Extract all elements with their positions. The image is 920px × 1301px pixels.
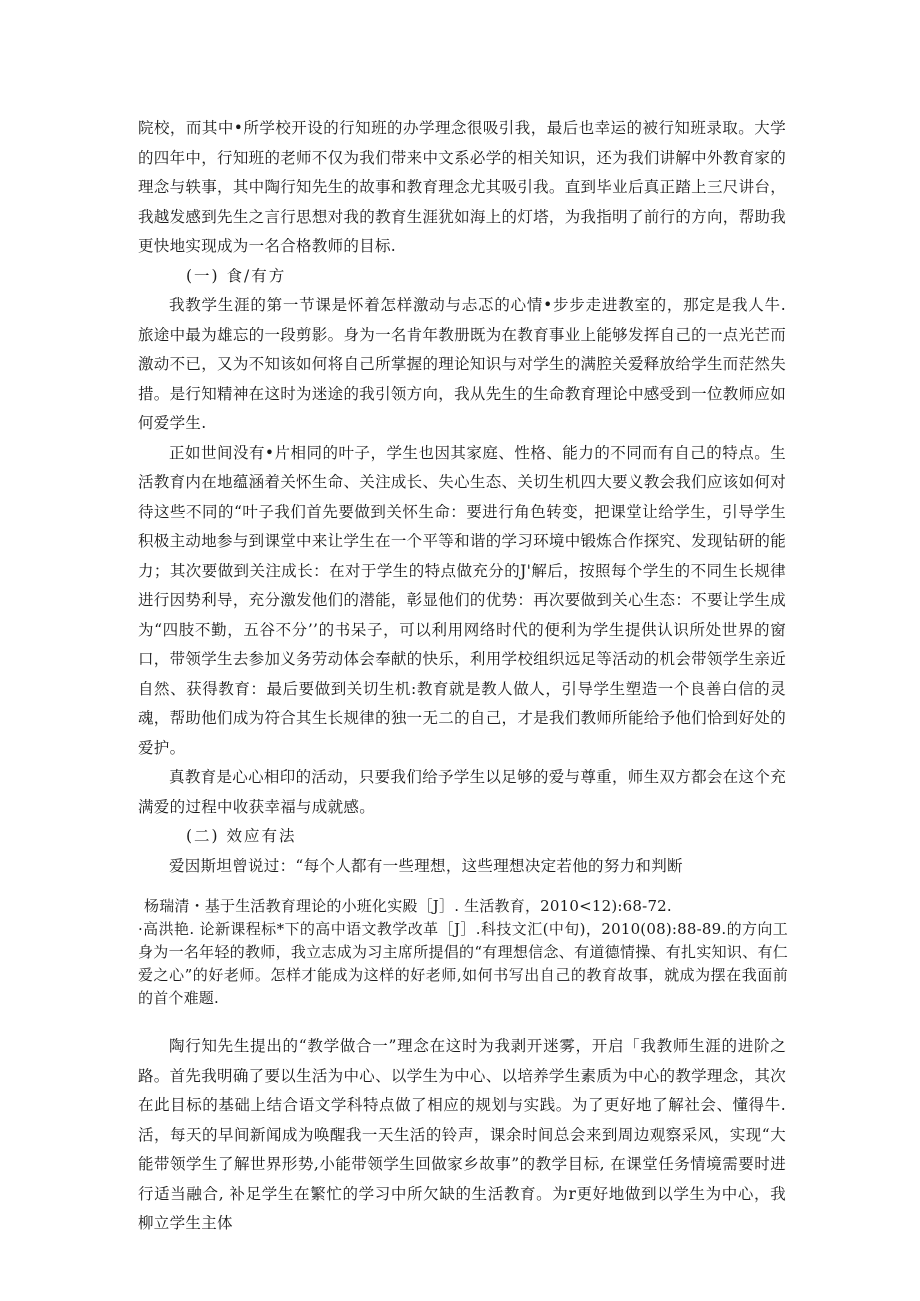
paragraph-5: 陶行知先生提出的“教学做合一”理念在这时为我剥开迷雾，开启「我教师生涯的进阶之路。首先我明确了要以生活为中心、以学生为中心、以培养学生素质为中心的教学理念，其次在此目标的基础上结合语文学科特点做了相应的规划与实践。为了更好地了解社会、懂得牛. 活，每天的早间新闻成为唤醒我一天生活的铃声，课余时间总会来到周边观察采风，实现“大能带领学生了解世界形势,小能带领学生回做家乡故事”的教学目标, 在课堂任务情境需要时进行适当融合, 补足学生在繁忙的学习中所欠缺的生活教育。为r更好地做到以学生为中心，我柳立学生主体 bbox=[138, 1037, 786, 1232]
section-heading-2: (二) 效应有法 bbox=[186, 827, 297, 845]
paragraph-2: 正如世间没有•片相同的叶子，学生也因其家庭、性格、能力的不同而有自己的特点。生活教育内在地蕴涵着关怀生命、关注成长、失心生态、关切生机四大要义教会我们应该如何对待这些不同的“叶子我们首先要做到关怀生命：要进行角色转变，把课堂让给学生，引导学生积极主动地参与到课堂中来让学生在一个平等和谐的学习环境中锻炼合作探究、发现钻研的能力；其次要做到关注成长：在对于学生的特点做充分的J'解后，按照每个学生的不同生长规律进行因势利导，充分激发他们的潜能，彰显他们的优势：再次要做到关心生态：不要让学生成为“四肢不勤，五谷不分’’的书呆子，可以利用网络时代的便利为学生提供认识所处世界的窗口，带领学生去参加义务劳动体会奉献的快乐，利用学校组织远足等活动的机会带领学生亲近自然、获得教育：最后要做到关切生机:教育就是教人做人，引导学生塑造一个良善白信的灵魂，帮助他们成为符合其生长规律的独一无二的自己，才是我们教师所能给予他们恰到好处的爱护。 bbox=[138, 443, 786, 757]
paragraph-3: 真教育是心心相印的活动，只要我们给予学生以足够的爱与尊重，师生双方都会在这个充满爱的过程中收获幸福与成就感。 bbox=[138, 768, 786, 816]
reference-1: 杨瑞清・基于生活教育理论的小班化实殿［J］. 生活教育，2010<12):68-72. bbox=[144, 897, 672, 915]
upper-body-text bbox=[138, 114, 786, 881]
paragraph-4: 爱因斯坦曾说过：“每个人都有一些理想，这些理想决定若他的努力和判断 bbox=[169, 856, 683, 875]
reference-2-with-continuation: ·高洪艳. 论新课程标*下的高中语文教学改革［J］.科技文汇(中旬)，2010(08):88-89.的方向工身为一名年轻的教师，我立志成为习主席所提倡的“有理想信念、有道德情操、有扎实知识、有仁爱之心”的好老师。怎样才能成为这样的好老师,如何书写出自己的教育故事，就成为摆在我面前的首个难题. bbox=[138, 920, 788, 1007]
paragraph-1: 我教学生涯的第一节课是怀着怎样激动与忐忑的心情•步步走进教室的，那定是我人牛. 旅途中最为雄忘的一段剪影。身为一名肯年教册既为在教育事业上能够发挥自己的一点光芒而激动不已，又为不知该如何将自己所掌握的理论知识与对学生的满腔关爱释放给学生而茫然失措。是行知精神在这时为迷途的我引领方向，我从先生的生命教育理论中感受到一位教师应如何爱学生. bbox=[138, 296, 786, 432]
lower-body-text bbox=[138, 1032, 786, 1239]
references-block bbox=[138, 895, 788, 1010]
section-heading-1: (一) 食/有方 bbox=[186, 266, 287, 285]
opening-paragraph: 院校，而其中•所学校开设的行知班的办学理念很吸引我，最后也幸运的被行知班录取。大学的四年中，行知班的老师不仅为我们带来中文系必学的相关知识，还为我们讲解中外教育家的理念与轶事，其中陶行知先生的故事和教育理念尤其吸引我。直到毕业后真正踏上三尺讲台，我越发感到先生之言行思想对我的教育生涯犹如海上的灯塔，为我指明了前行的方向，帮助我更快地实现成为一名合格教师的目标. bbox=[138, 119, 786, 255]
